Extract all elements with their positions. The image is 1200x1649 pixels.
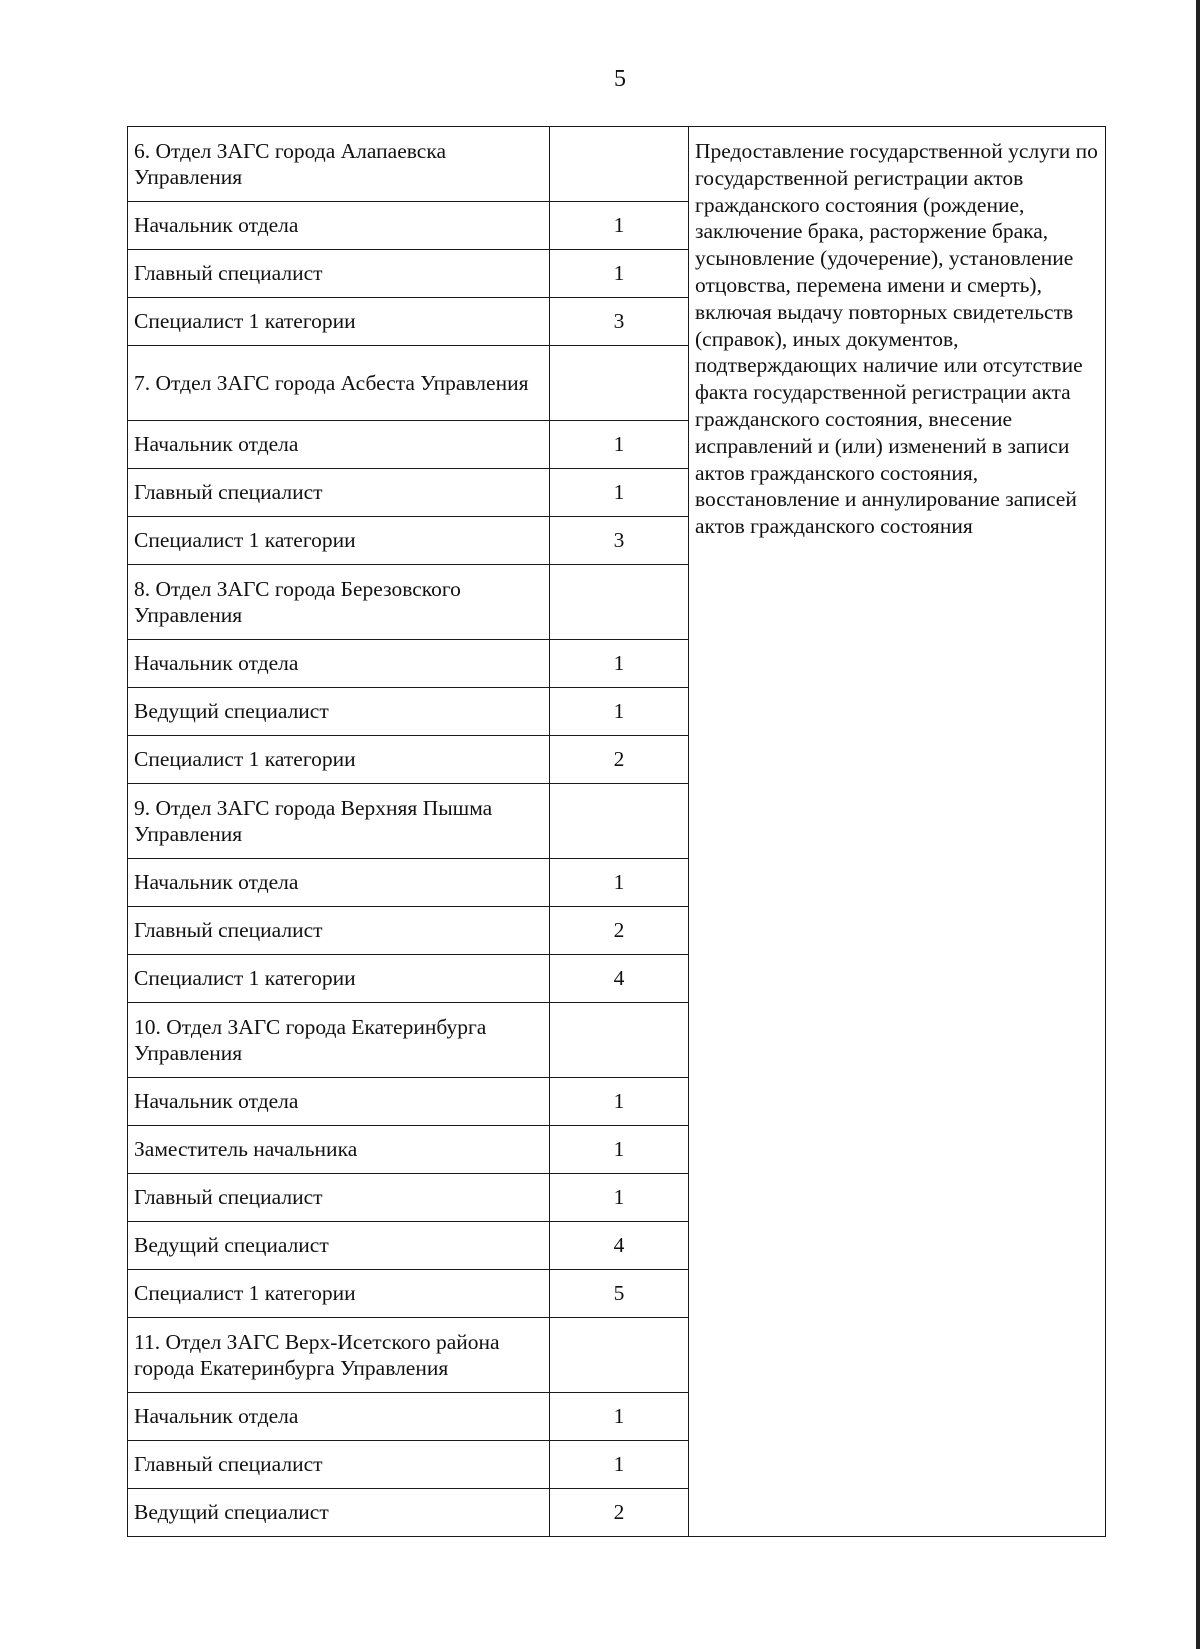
position-name: Специалист 1 категории [128, 736, 550, 784]
position-name: Специалист 1 категории [128, 517, 550, 565]
staff-count: 4 [550, 1222, 689, 1270]
department-name: 9. Отдел ЗАГС города Верхняя Пышма Управления [128, 784, 550, 859]
staff-count: 2 [550, 736, 689, 784]
staff-count [550, 565, 689, 640]
position-name: Главный специалист [128, 1174, 550, 1222]
staff-count [550, 1003, 689, 1078]
staff-count: 1 [550, 859, 689, 907]
position-name: Ведущий специалист [128, 688, 550, 736]
position-name: Заместитель начальника [128, 1126, 550, 1174]
staff-count: 1 [550, 1441, 689, 1489]
position-name: Начальник отдела [128, 421, 550, 469]
staff-count: 1 [550, 640, 689, 688]
staff-count: 2 [550, 1489, 689, 1537]
staff-table-body [128, 127, 1106, 1537]
department-name: 10. Отдел ЗАГС города Екатеринбурга Управления [128, 1003, 550, 1078]
staff-count: 2 [550, 907, 689, 955]
staff-count: 1 [550, 1126, 689, 1174]
staff-count: 3 [550, 517, 689, 565]
staff-count: 1 [550, 421, 689, 469]
position-name: Главный специалист [128, 1441, 550, 1489]
position-name: Ведущий специалист [128, 1222, 550, 1270]
staff-count: 1 [550, 202, 689, 250]
page-number: 5 [614, 66, 626, 92]
staff-count [550, 784, 689, 859]
position-name: Главный специалист [128, 250, 550, 298]
staff-count: 4 [550, 955, 689, 1003]
service-description: Предоставление государственной услуги по государственной регистрации актов гражданского состояния (рождение, заключение брака, расторжение брака, усыновление (удочерение), установление отцовства, перемена имени и смерть), включая выдачу повторных свидетельств (справок), иных документов, подтверждающих наличие или отсутствие факта государственной регистрации акта гражданского состояния, внесение исправлений и (или) изменений в записи актов гражданского состояния, восстановление и аннулирование записей актов гражданского состояния [689, 127, 1106, 1537]
staff-count [550, 1318, 689, 1393]
department-name: 6. Отдел ЗАГС города Алапаевска Управления [128, 127, 550, 202]
staff-count: 1 [550, 469, 689, 517]
staff-count: 1 [550, 1078, 689, 1126]
staff-count: 1 [550, 1393, 689, 1441]
department-name: 11. Отдел ЗАГС Верх-Исетского района города Екатеринбурга Управления [128, 1318, 550, 1393]
position-name: Начальник отдела [128, 202, 550, 250]
staff-count: 3 [550, 298, 689, 346]
department-row [128, 127, 1106, 202]
staff-count: 1 [550, 688, 689, 736]
staff-table [127, 126, 1106, 1537]
staff-count: 1 [550, 250, 689, 298]
position-name: Начальник отдела [128, 1393, 550, 1441]
department-name: 7. Отдел ЗАГС города Асбеста Управления [128, 346, 550, 421]
position-name: Начальник отдела [128, 859, 550, 907]
position-name: Ведущий специалист [128, 1489, 550, 1537]
position-name: Главный специалист [128, 907, 550, 955]
position-name: Специалист 1 категории [128, 955, 550, 1003]
staff-count [550, 127, 689, 202]
position-name: Специалист 1 категории [128, 298, 550, 346]
staff-count: 5 [550, 1270, 689, 1318]
page-edge-shadow [1196, 0, 1200, 1649]
staff-count [550, 346, 689, 421]
position-name: Начальник отдела [128, 1078, 550, 1126]
position-name: Специалист 1 категории [128, 1270, 550, 1318]
department-name: 8. Отдел ЗАГС города Березовского Управления [128, 565, 550, 640]
position-name: Главный специалист [128, 469, 550, 517]
staff-count: 1 [550, 1174, 689, 1222]
position-name: Начальник отдела [128, 640, 550, 688]
